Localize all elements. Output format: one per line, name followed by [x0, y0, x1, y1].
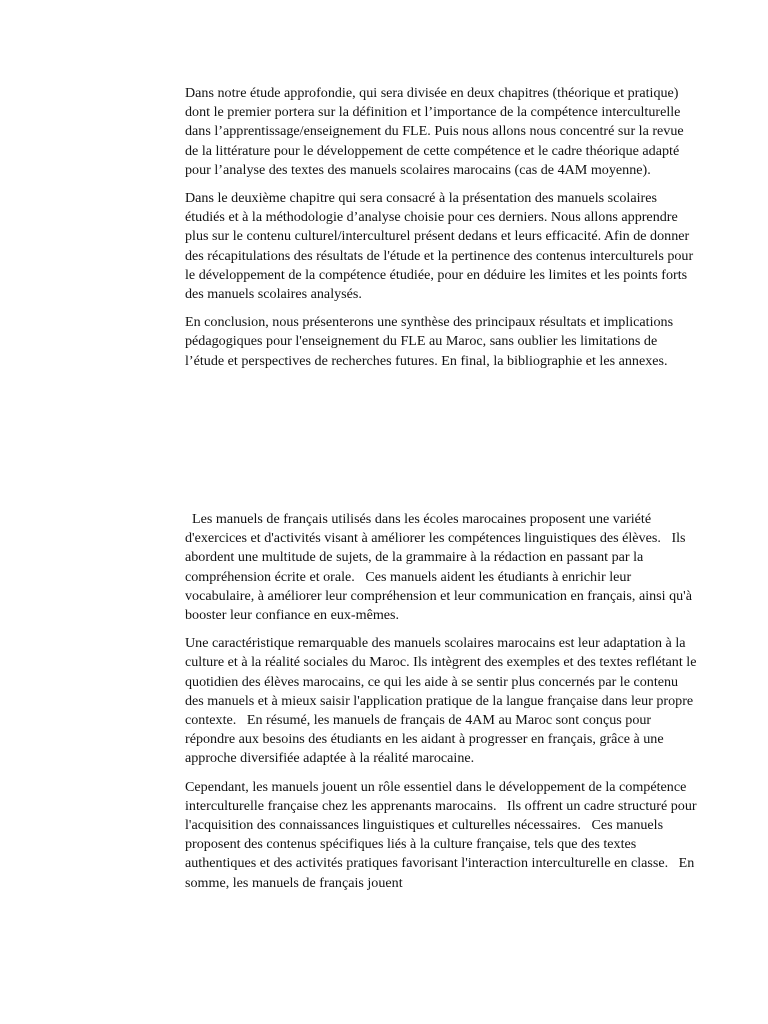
- paragraph: En conclusion, nous présenterons une synthèse des principaux résultats et implications pédagogiques pour l'enseignement du FLE au Maroc, sans oublier les limitations de l’étude et perspectives de recherches futures. En final, la bibliographie et les annexes.: [185, 314, 677, 369]
- paragraph: Cependant, les manuels jouent un rôle essentiel dans le développement de la compétence interculturelle française chez les apprenants marocains. Ils offrent un cadre structuré pour l'acquisition des connaissances linguistiques et culturelles nécessaires. Ces manuels proposent des contenus spécifiques liés à la culture française, tels que des textes authentiques et des activités pratiques favorisant l'interaction interculturelle en classe. En somme, les manuels de français jouent: [185, 778, 701, 891]
- text-block-manuals: [185, 510, 699, 902]
- paragraph: Dans le deuxième chapitre qui sera consacré à la présentation des manuels scolaires étudiés et à la méthodologie d’analyse choisie pour ces derniers. Nous allons apprendre plus sur le contenu culturel/interculturel présent dedans et leurs efficacité. Afin de donner des récapitulations des résultats de l'étude et la pertinence des contenus interculturels pour le développement de la compétence étudiée, pour en déduire les limites et les points forts des manuels scolaires analysés.: [185, 190, 697, 303]
- paragraph: Une caractéristique remarquable des manuels scolaires marocains est leur adaptation à la culture et à la réalité sociales du Maroc. Ils intègrent des exemples et des textes reflétant le quotidien des élèves marocains, ce qui les aide à se sentir plus concernés par le contenu des manuels et à mieux saisir l'application pratique de la langue française dans leur propre contexte. En résumé, les manuels de français de 4AM au Maroc sont conçus pour répondre aux besoins des étudiants en les aidant à progresser en français, grâce à une approche diversifiée adaptée à la réalité marocaine.: [185, 635, 701, 767]
- paragraph: Dans notre étude approfondie, qui sera divisée en deux chapitres (théorique et pratique) dont le premier portera sur la définition et l’importance de la compétence interculturelle dans l’apprentissage/enseignement du FLE. Puis nous allons nous concentré sur la revue de la littérature pour le développement de cette compétence et le cadre théorique adapté pour l’analyse des textes des manuels scolaires marocains (cas de 4AM moyenne).: [185, 85, 688, 178]
- paragraph: Les manuels de français utilisés dans les écoles marocaines proposent une variété d'exercices et d'activités visant à améliorer les compétences linguistiques des élèves. Ils abordent une multitude de sujets, de la grammaire à la rédaction en passant par la compréhension écrite et orale. Ces manuels aident les étudiants à enrichir leur vocabulaire, à améliorer leur compréhension et leur communication en français, ainsi qu'à booster leur confiance en eux-mêmes.: [185, 511, 696, 624]
- text-block-introduction: [185, 84, 699, 380]
